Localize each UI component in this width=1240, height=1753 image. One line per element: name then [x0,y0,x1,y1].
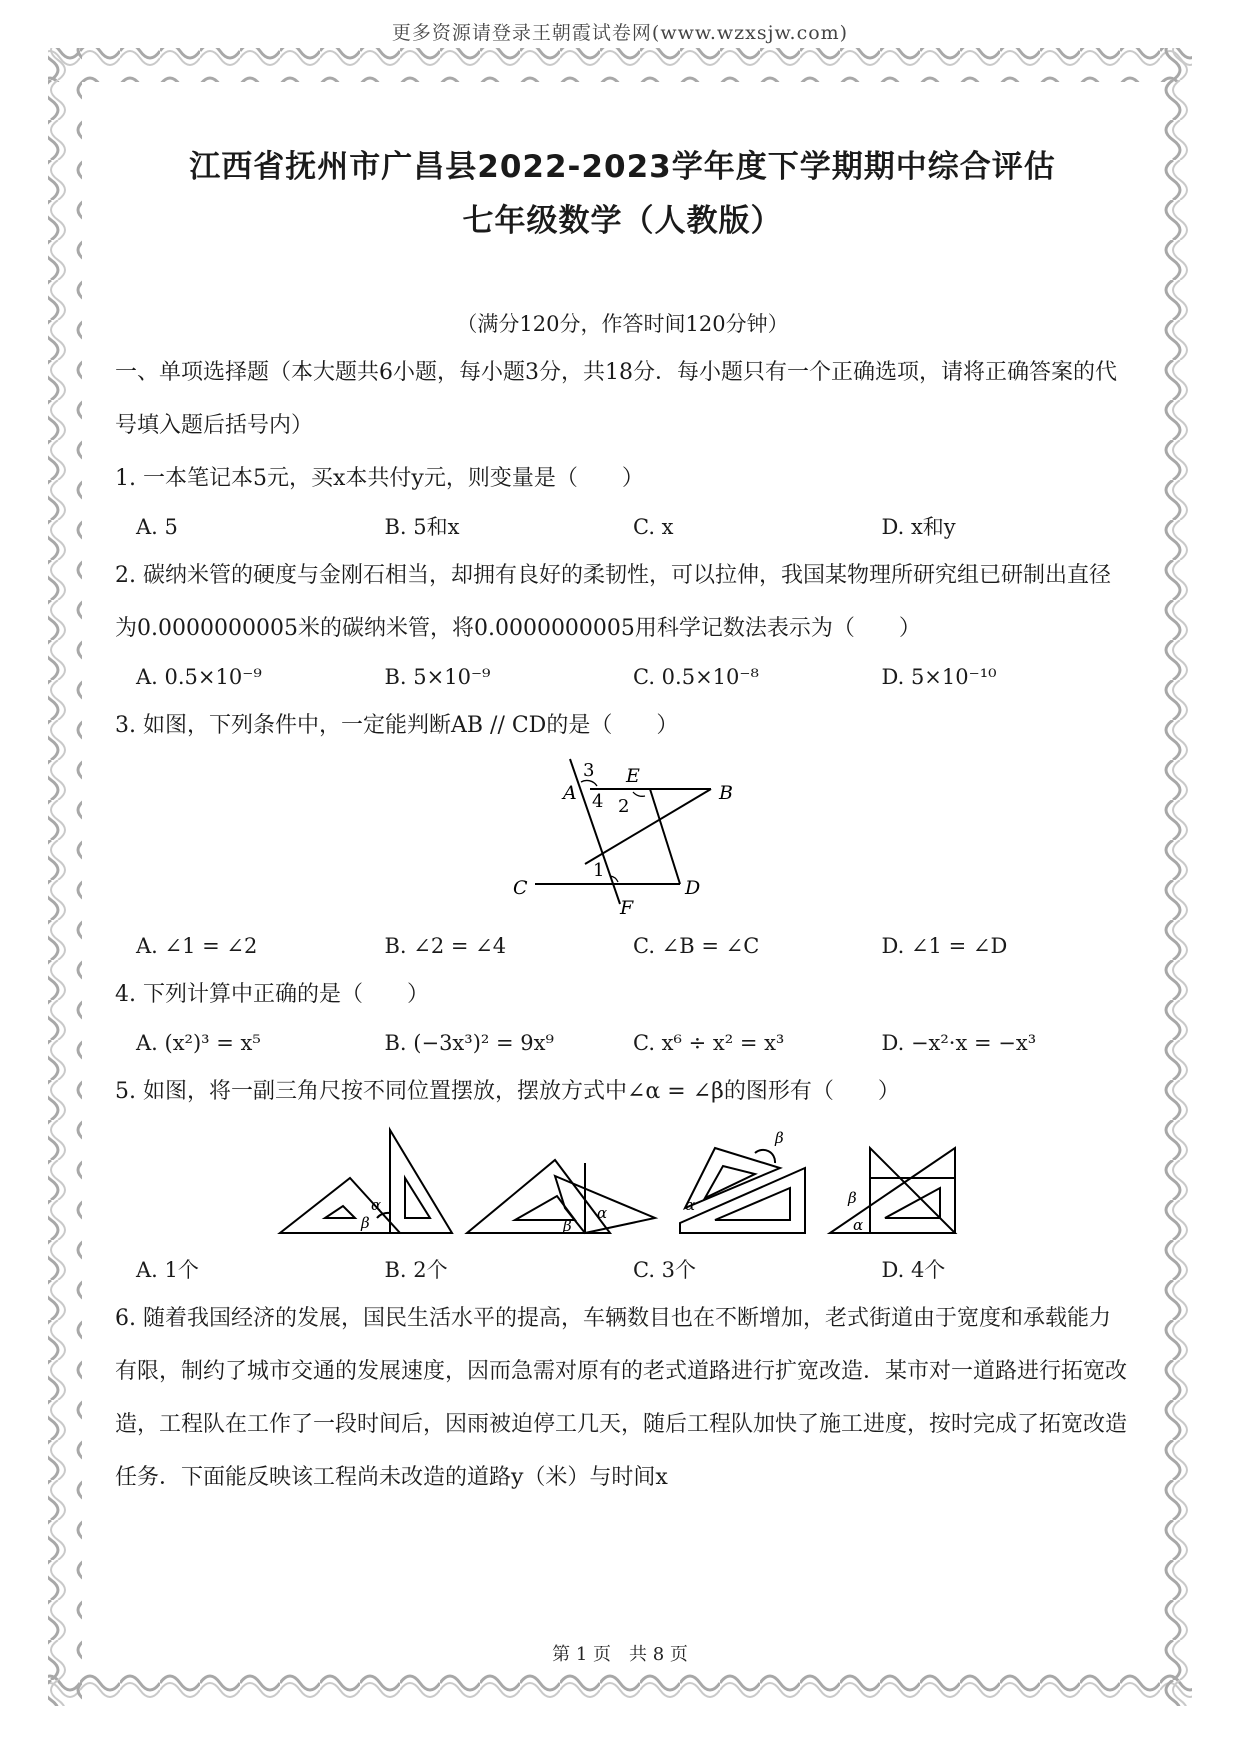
exam-title: 江西省抚州市广昌县2022-2023学年度下学期期中综合评估 [189,149,1056,185]
question-4: 4. 下列计算中正确的是（ ） [115,982,429,1007]
q5-f4-beta: β [848,1189,857,1207]
q3-option-b: B. ∠2 = ∠4 [384,934,507,958]
q2-option-c: C. 0.5×10⁻⁸ [633,665,759,689]
watermark: 更多资源请登录王朝霞试卷网(www.wzxsjw.com) [391,22,849,44]
section-1-heading: 一、单项选择题（本大题共6小题，每小题3分，共18分．每小题只有一个正确选项，请将正确答案的代号填入题后括号内） [115,360,1117,438]
q5-option-c: C. 3个 [633,1258,697,1282]
q5-figure-4 [830,1148,955,1234]
q5-f4-alpha: α [853,1216,864,1234]
q5-figure-1 [280,1130,452,1233]
q4-option-c: C. x⁶ ÷ x² = x³ [633,1031,785,1055]
q3-label-c: C [513,877,528,899]
q5-figure [115,1118,1130,1248]
q2-option-b: B. 5×10⁻⁹ [384,665,491,689]
q3-angle-3: 3 [583,760,595,781]
q1-option-b: B. 5和x [384,515,460,539]
question-1: 1. 一本笔记本5元，买x本共付y元，则变量是（ ） [115,466,644,491]
question-5-options [115,1248,1130,1292]
q5-f1-alpha: α [371,1196,382,1214]
question-5: 5. 如图，将一副三角尺按不同位置摆放，摆放方式中∠α = ∠β的图形有（ ） [115,1079,900,1104]
question-2: 2. 碳纳米管的硬度与金刚石相当，却拥有良好的柔韧性，可以拉伸，我国某物理所研究组已研制出直径为0.0000000005米的碳纳米管，将0.0000000005用科学记数法表示为（ ） [115,563,1111,641]
question-1-options [115,505,1130,549]
q3-label-f: F [620,897,634,919]
question-6: 6. 随着我国经济的发展，国民生活水平的提高，车辆数目也在不断增加，老式街道由于宽度和承载能力有限，制约了城市交通的发展速度，因而急需对原有的老式道路进行扩宽改造．某市对一道路进行拓宽改造，工程队在工作了一段时间后，因雨被迫停工几天，随后工程队加快了施工进度，按时完成了拓宽改造任务．下面能反映该工程尚未改造的道路y（米）与时间x [115,1306,1128,1490]
q1-option-c: C. x [633,515,674,539]
page-footer: 第 1 页 共 8 页 [552,1644,688,1665]
exam-subtitle: 七年级数学（人教版） [462,203,783,239]
q3-option-c: C. ∠B = ∠C [633,934,760,958]
q5-option-a: A. 1个 [136,1258,199,1282]
q2-option-a: A. 0.5×10⁻⁹ [136,665,262,689]
q1-option-a: A. 5 [136,515,178,539]
q3-label-b: B [719,782,733,804]
q3-option-d: D. ∠1 = ∠D [881,934,1008,958]
q5-f3-alpha: α [685,1196,696,1214]
q1-option-d: D. x和y [881,515,956,539]
q5-f1-beta: β [361,1214,370,1232]
q5-option-d: D. 4个 [881,1258,946,1282]
q5-option-b: B. 2个 [384,1258,448,1282]
q3-angle-4: 4 [592,791,604,812]
q3-figure [115,754,1130,924]
q5-f2-alpha: α [597,1204,608,1222]
q3-label-e: E [626,765,640,787]
q3-label-d: D [685,877,701,899]
q3-angle-1: 1 [593,860,605,881]
q3-label-a: A [563,782,577,804]
q5-figure-3 [680,1129,805,1233]
question-3-options [115,924,1130,968]
q4-option-b: B. (−3x³)² = 9x⁹ [384,1031,554,1055]
question-3: 3. 如图，下列条件中，一定能判断AB // CD的是（ ） [115,713,679,738]
question-4-options [115,1021,1130,1065]
q5-f3-beta: β [775,1129,784,1147]
q4-option-d: D. −x²·x = −x³ [881,1031,1037,1055]
q3-option-a: A. ∠1 = ∠2 [136,934,258,958]
q4-option-a: A. (x²)³ = x⁵ [136,1031,261,1055]
exam-note: （满分120分，作答时间120分钟） [456,312,789,336]
exam-content [115,140,1130,1504]
q5-figure-2 [467,1160,655,1235]
q5-f2-beta: β [563,1217,572,1235]
q3-angle-2: 2 [618,796,630,817]
question-2-options [115,655,1130,699]
q2-option-d: D. 5×10⁻¹⁰ [881,665,997,689]
